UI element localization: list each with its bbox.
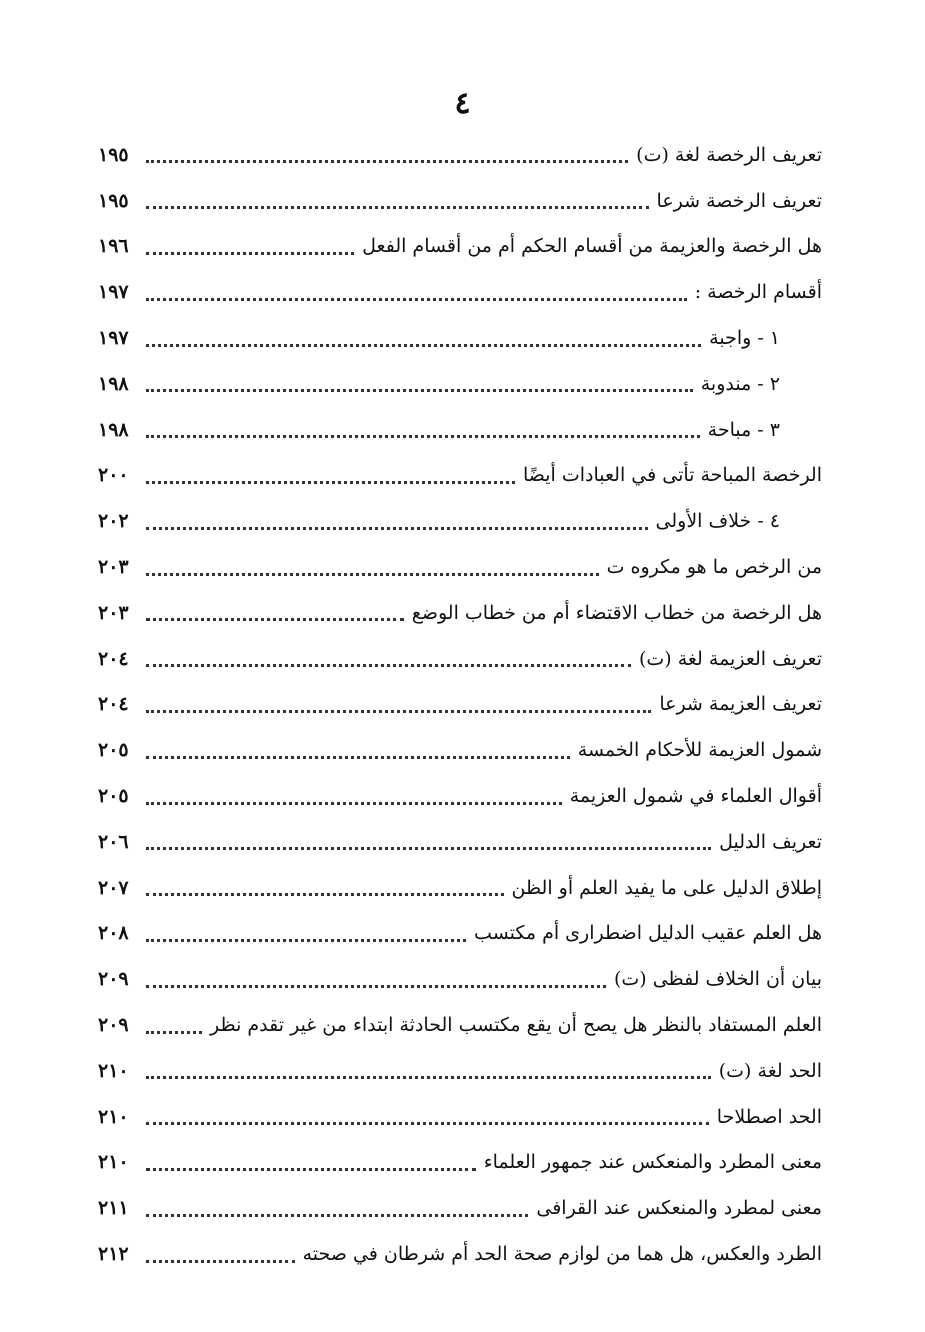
- toc-dot-leader: [146, 461, 515, 484]
- toc-entry-page: ٢٠٤: [98, 647, 129, 670]
- toc-entry: [98, 498, 822, 544]
- toc-dot-leader: [146, 644, 631, 667]
- toc-entry-page: ١٩٨: [98, 418, 129, 441]
- toc-entry-page: ١٩٦: [98, 235, 129, 258]
- toc-dot-leader: [146, 919, 466, 942]
- toc-entry-title: العلم المستفاد بالنظر هل يصح أن يقع مكتسب الحادثة ابتداء من غير تقدم نظر: [210, 1014, 822, 1037]
- toc-dot-leader: [146, 553, 599, 576]
- toc-entry: [98, 956, 822, 1002]
- toc-entry: [98, 682, 822, 728]
- toc-dot-leader: [146, 369, 693, 392]
- toc-entry: [98, 727, 822, 773]
- toc-entry-title: ٢ - مندوبة: [700, 372, 780, 395]
- toc-entry-title: الرخصة المباحة تأتى في العبادات أيضًا: [523, 464, 822, 487]
- toc-entry-title: معنى لمطرد والمنعكس عند القرافى: [536, 1197, 822, 1220]
- toc-entry: [98, 407, 822, 453]
- toc-entry: [98, 1185, 822, 1231]
- toc-dot-leader: [146, 415, 700, 438]
- toc-entry-title: إطلاق الدليل على ما يفيد العلم أو الظن: [511, 876, 822, 899]
- toc-entry-title: شمول العزيمة للأحكام الخمسة: [577, 739, 822, 762]
- toc-entry: [98, 819, 822, 865]
- toc-entry: [98, 1048, 822, 1094]
- toc-dot-leader: [146, 1102, 709, 1125]
- toc-entry: [98, 224, 822, 270]
- toc-entry: [98, 453, 822, 499]
- toc-dot-leader: [146, 1056, 711, 1079]
- toc-entry-title: أقسام الرخصة :: [694, 281, 822, 304]
- toc-entry: [98, 1002, 822, 1048]
- toc-dot-leader: [146, 232, 354, 255]
- toc-entry-page: ٢١٢: [98, 1243, 129, 1266]
- toc-entry-page: ٢٠٣: [98, 601, 129, 624]
- toc-dot-leader: [146, 186, 649, 209]
- toc-entry-title: تعريف الدليل: [719, 830, 822, 853]
- toc-dot-leader: [146, 1148, 476, 1171]
- toc-entry-page: ٢٠٦: [98, 830, 129, 853]
- toc-dot-leader: [146, 324, 701, 347]
- toc-entry: [98, 361, 822, 407]
- toc-entry-page: ١٩٥: [98, 189, 129, 212]
- toc-dot-leader: [146, 965, 606, 988]
- toc-entry: [98, 132, 822, 178]
- toc-entry-page: ٢٠٢: [98, 510, 129, 533]
- toc-entry-title: ١ - واجبة: [709, 327, 780, 350]
- toc-entry-title: الطرد والعكس، هل هما من لوازم صحة الحد أم شرطان في صحته: [302, 1243, 822, 1266]
- toc-entry: [98, 1231, 822, 1277]
- toc-entry-title: الحد اصطلاحا: [716, 1105, 822, 1128]
- toc-dot-leader: [146, 827, 711, 850]
- toc-dot-leader: [146, 1194, 528, 1217]
- toc-entry-page: ٢١٠: [98, 1151, 129, 1174]
- toc-entry-page: ٢٠٥: [98, 739, 129, 762]
- toc-entry: [98, 269, 822, 315]
- toc-entry-title: تعريف العزيمة شرعا: [659, 693, 822, 716]
- toc-entry-title: أقوال العلماء في شمول العزيمة: [569, 785, 822, 808]
- toc-dot-leader: [146, 873, 504, 896]
- toc-entry-page: ١٩٥: [98, 143, 129, 166]
- toc-entry-title: تعريف الرخصة لغة (ت): [636, 143, 822, 166]
- toc-dot-leader: [146, 140, 628, 163]
- toc-entry-page: ١٩٨: [98, 372, 129, 395]
- toc-entry-page: ٢٠٥: [98, 785, 129, 808]
- toc-entry-page: ٢٠٧: [98, 876, 129, 899]
- toc-entry-page: ٢١١: [98, 1197, 129, 1220]
- toc-entry-title: تعريف الرخصة شرعا: [656, 189, 822, 212]
- toc-entry-title: هل الرخصة من خطاب الاقتضاء أم من خطاب الوضع: [411, 601, 822, 624]
- toc-entry: [98, 544, 822, 590]
- page-number: ٤: [454, 86, 471, 121]
- toc-entry-page: ٢١٠: [98, 1105, 129, 1128]
- toc-entry: [98, 1094, 822, 1140]
- toc-entry-page: ٢٠٩: [98, 1014, 129, 1037]
- toc-entry-page: ١٩٧: [98, 281, 129, 304]
- toc-dot-leader: [146, 690, 651, 713]
- table-of-contents: [98, 132, 822, 1277]
- toc-entry: [98, 1140, 822, 1186]
- toc-dot-leader: [146, 278, 687, 301]
- toc-dot-leader: [146, 507, 648, 530]
- toc-entry-page: ٢٠٤: [98, 693, 129, 716]
- toc-entry: [98, 773, 822, 819]
- toc-entry: [98, 865, 822, 911]
- toc-entry-page: ٢١٠: [98, 1059, 129, 1082]
- toc-dot-leader: [146, 1240, 295, 1263]
- toc-entry-title: الحد لغة (ت): [718, 1059, 822, 1082]
- toc-dot-leader: [146, 736, 570, 759]
- toc-entry: [98, 911, 822, 957]
- toc-entry-title: هل الرخصة والعزيمة من أقسام الحكم أم من أقسام الفعل: [362, 235, 822, 258]
- toc-entry: [98, 636, 822, 682]
- toc-entry-page: ٢٠٣: [98, 556, 129, 579]
- toc-entry-title: ٤ - خلاف الأولى: [655, 510, 780, 533]
- toc-entry: [98, 590, 822, 636]
- toc-entry-title: من الرخص ما هو مكروه ت: [606, 556, 822, 579]
- toc-dot-leader: [146, 782, 562, 805]
- toc-entry: [98, 178, 822, 224]
- toc-entry-page: ٢٠٨: [98, 922, 129, 945]
- toc-dot-leader: [146, 1011, 202, 1034]
- toc-entry-title: بيان أن الخلاف لفظى (ت): [613, 968, 822, 991]
- toc-entry: [98, 315, 822, 361]
- toc-entry-page: ١٩٧: [98, 327, 129, 350]
- toc-entry-title: تعريف العزيمة لغة (ت): [638, 647, 822, 670]
- toc-entry-title: هل العلم عقيب الدليل اضطرارى أم مكتسب: [474, 922, 822, 945]
- toc-entry-page: ٢٠٠: [98, 464, 129, 487]
- toc-entry-title: معنى المطرد والمنعكس عند جمهور العلماء: [483, 1151, 822, 1174]
- toc-entry-page: ٢٠٩: [98, 968, 129, 991]
- toc-entry-title: ٣ - مباحة: [707, 418, 780, 441]
- toc-dot-leader: [146, 598, 404, 621]
